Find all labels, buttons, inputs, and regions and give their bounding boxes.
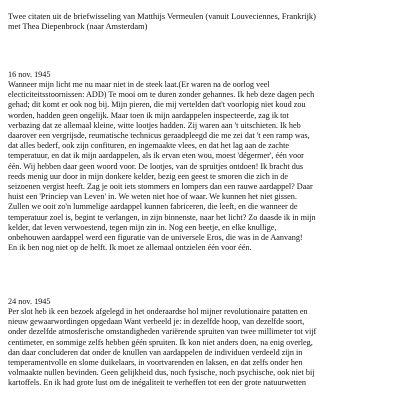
- letter-entry-2: [8, 297, 394, 389]
- body-line: één. Wij hebben daar geen woord voor. De lootjes, van de spruitjes ontdoen! Ik bracht dus: [8, 161, 304, 171]
- body-line: temperamentvolle en slome duikelaars, in voortvarenden en laksen, en dat zelfs onder hen: [8, 358, 303, 368]
- body-line: Zullen we ooit zo'n lummelige aardappel kunnen fabriceren, die leeft, en die wanneer de: [8, 202, 298, 212]
- body-line: volmaakte nullen bevinden. Geen gelijkheid dus, noch fysische, noch psychische, ook niet bij: [8, 368, 315, 378]
- entry-date: 16 nov. 1945: [8, 70, 51, 79]
- body-line: onbehouwen aardappel werd een figuratie van de universele Eros, die was in de Aanvang!: [8, 233, 303, 243]
- body-line: kelder, dat leven verwoestend, tegen mijn zin in. Nog een beetje, en elke knullige,: [8, 222, 277, 232]
- entry-body: [8, 80, 394, 253]
- body-line: kartoffels. En ik had grote lust om de inégaliteit te verheffen tot een der grote natuurwetten: [8, 378, 306, 388]
- body-line: Wanneer mijn licht me nu maar niet in de steek laat.(Er waren na de oorlog veel: [8, 80, 270, 89]
- body-line: worden, hadden geen ongelijk. Maar toen ik mijn aardappelen inspecteerde, zag ik tot: [8, 110, 289, 120]
- body-line: Per slot heb ik een bezoek afgelegd in het onderaardse hol mijner revolutionaire patatten en: [8, 307, 308, 316]
- body-line: nieuw gewaarwordingen opgedaan Want verbeeld je: in dezelfde hoop, van dezelfde soort,: [8, 317, 305, 327]
- body-line: onder dezelfde atmosferische omstandigheden variërende spruiten van twee millimeter tot vijf: [8, 327, 317, 337]
- body-line: En ik ben nog niet op de helft. Ik moet ze allemaal ontzielen één voor één.: [8, 243, 252, 253]
- entry-date: 24 nov. 1945: [8, 297, 51, 306]
- document-heading: [8, 12, 388, 32]
- body-line: temperatuur zoel is, begint te verlangen, in zijn binnenste, naar het licht? Zo daasde ik in mijn: [8, 212, 316, 222]
- body-line: gehad; dit komt er ook nog bij. Mijn pieren, die mij vertelden dat't voorlopig niet koud zou: [8, 100, 306, 110]
- entry-body: [8, 307, 394, 389]
- body-line: verbazing dat ze allemaal kleine, witte lootjes hadden. Zij waren aan 't uitschieten. Ik heb: [8, 120, 301, 130]
- body-line: centimeter, en sommige zelfs hebben géén spruiten. Ik kon niet anders doen, na enig overleg,: [8, 337, 313, 347]
- body-line: dat alles bederf, ook zijn confituren, en ingemaakte vlees, en dat het lag aan de zachte: [8, 141, 289, 151]
- body-line: electiciteitsstoornissen: ADD) Te mooi om te duren zonder gehannes. Ik heb deze dagen pech: [8, 90, 315, 100]
- heading-line: Twee citaten uit de briefwisseling van Matthijs Vermeulen (vanuit Louveciennes, Frankrijk): [8, 12, 316, 21]
- body-line: huist een 'Princiep van Leven' in. We weten niet hoe of waar. We kunnen het niet gissen.: [8, 192, 297, 202]
- body-line: daarover een vergrijsde, reumatische technicus geraadpleegd die me zei dat 't een ramp was,: [8, 131, 310, 141]
- body-line: dan daar concluderen dat onder de knullen van aardappelen de individuen verdeeld zijn in: [8, 347, 303, 357]
- body-line: temperatuur, en dat ik mijn aardappelen, als ik ervan eten wou, moest 'dégermer', één voor: [8, 151, 304, 161]
- heading-line: met Thea Diepenbrock (naar Amsterdam): [8, 22, 148, 31]
- body-line: seizoenen vergist heeft. Zag je ooit iets stommers en lompers dan een rauwe aardappel? Daar: [8, 182, 313, 192]
- body-line: reeds menig uur door in mijn donkere kelder, bezig een geest te smoren die zich in de: [8, 171, 288, 181]
- letter-entry-1: [8, 70, 394, 253]
